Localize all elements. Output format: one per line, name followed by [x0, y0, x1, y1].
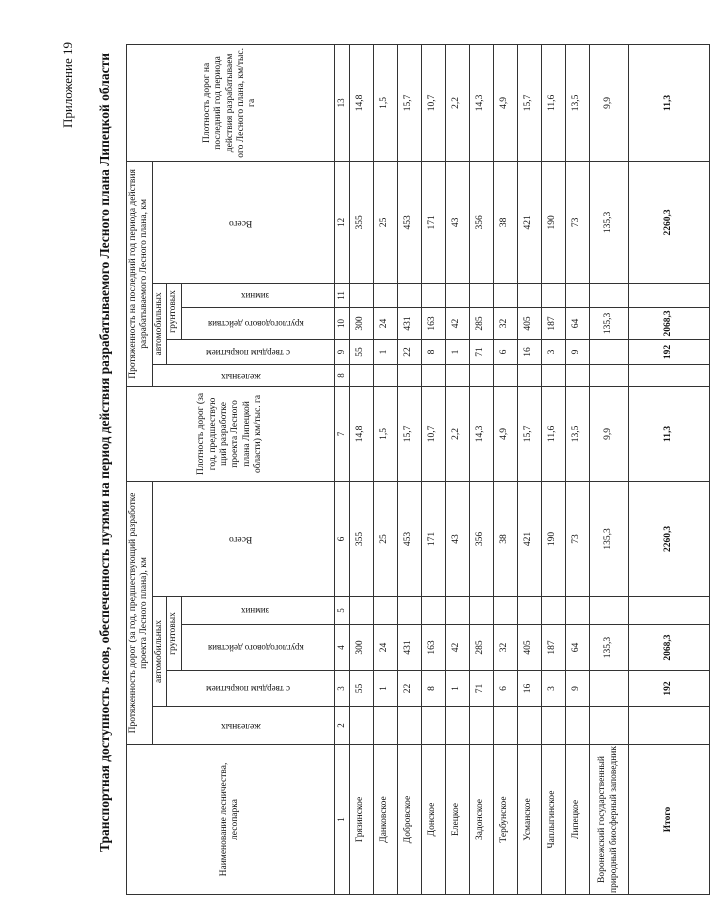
- col-num: 9: [334, 339, 349, 364]
- cell-allseason2: 32: [493, 307, 517, 339]
- cell-hard1: 16: [517, 671, 541, 707]
- total-cell-name: Итого: [628, 745, 709, 895]
- appendix-label: Приложение 19: [60, 42, 75, 129]
- header-winter1: зимних: [181, 597, 334, 625]
- cell-total2: 25: [373, 161, 397, 283]
- cell-total1: 356: [469, 481, 493, 596]
- cell-name: Воронежский государственный природный биосферный заповедник: [589, 745, 628, 895]
- header-allseason2: круглогодового действия: [181, 307, 334, 339]
- cell-allseason2: 285: [469, 307, 493, 339]
- cell-name: Елецкое: [445, 745, 469, 895]
- cell-name: Донское: [421, 745, 445, 895]
- total-cell-density1: 11,3: [628, 386, 709, 481]
- cell-name: Усманское: [517, 745, 541, 895]
- col-num: 2: [334, 707, 349, 745]
- table-row: [589, 44, 628, 894]
- header-hard2: с твердым покрытием: [167, 339, 334, 364]
- cell-total1: 135,3: [589, 481, 628, 596]
- header-hard1: с твердым покрытием: [167, 671, 334, 707]
- table-row: [541, 44, 565, 894]
- cell-rail1: [589, 707, 628, 745]
- cell-allseason2: 24: [373, 307, 397, 339]
- cell-winter1: [421, 597, 445, 625]
- cell-rail1: [445, 707, 469, 745]
- total-cell-hard2: 192: [628, 339, 709, 364]
- cell-rail2: [589, 364, 628, 386]
- cell-rail2: [469, 364, 493, 386]
- table-row: [565, 44, 589, 894]
- cell-allseason1: 300: [349, 625, 373, 671]
- cell-density1: 15,7: [517, 386, 541, 481]
- cell-total1: 190: [541, 481, 565, 596]
- table-row: [349, 44, 373, 894]
- cell-rail2: [565, 364, 589, 386]
- cell-allseason1: 163: [421, 625, 445, 671]
- cell-allseason1: 42: [445, 625, 469, 671]
- cell-name: Данковское: [373, 745, 397, 895]
- cell-allseason2: 405: [517, 307, 541, 339]
- cell-hard2: 22: [397, 339, 421, 364]
- cell-allseason1: 135,3: [589, 625, 628, 671]
- cell-allseason2: 187: [541, 307, 565, 339]
- cell-density2: 13,5: [565, 44, 589, 161]
- table-row: [469, 44, 493, 894]
- header-density2: Плотность дорог на последний год периода действия разрабатываем ого Лесного плана, км/тыс. га: [127, 44, 335, 161]
- cell-density2: 15,7: [517, 44, 541, 161]
- cell-allseason2: 42: [445, 307, 469, 339]
- cell-hard1: 3: [541, 671, 565, 707]
- cell-allseason1: 431: [397, 625, 421, 671]
- cell-hard2: 8: [421, 339, 445, 364]
- header-name: Наименование лесничества, лесопарка: [127, 745, 335, 895]
- cell-hard2: 55: [349, 339, 373, 364]
- header-auto1: автомобильных: [152, 597, 166, 707]
- cell-hard1: 9: [565, 671, 589, 707]
- cell-rail1: [517, 707, 541, 745]
- cell-name: Липецкое: [565, 745, 589, 895]
- header-period1: Протяженность дорог (за год, предшествующий разработке проекта Лесного плана), км: [127, 481, 153, 744]
- cell-rail2: [517, 364, 541, 386]
- cell-density2: 14,8: [349, 44, 373, 161]
- cell-rail2: [421, 364, 445, 386]
- cell-name: Добровское: [397, 745, 421, 895]
- cell-total2: 421: [517, 161, 541, 283]
- header-total2: Всего: [152, 161, 334, 283]
- cell-hard1: 8: [421, 671, 445, 707]
- cell-winter2: [493, 283, 517, 307]
- cell-allseason2: 431: [397, 307, 421, 339]
- cell-hard2: [589, 339, 628, 364]
- cell-allseason1: 32: [493, 625, 517, 671]
- cell-density1: 11,6: [541, 386, 565, 481]
- cell-rail1: [469, 707, 493, 745]
- cell-winter1: [445, 597, 469, 625]
- cell-name: Тербунское: [493, 745, 517, 895]
- table-body: [334, 44, 709, 894]
- cell-allseason1: 64: [565, 625, 589, 671]
- header-rail1: железных: [152, 707, 334, 745]
- cell-winter1: [565, 597, 589, 625]
- cell-total2: 356: [469, 161, 493, 283]
- cell-density1: 13,5: [565, 386, 589, 481]
- cell-winter1: [469, 597, 493, 625]
- total-cell-rail2: [628, 364, 709, 386]
- cell-density2: 11,6: [541, 44, 565, 161]
- cell-allseason2: 163: [421, 307, 445, 339]
- cell-density2: 1,5: [373, 44, 397, 161]
- cell-name: Грязинское: [349, 745, 373, 895]
- total-row: [628, 44, 709, 894]
- col-num: 1: [334, 745, 349, 895]
- cell-rail2: [373, 364, 397, 386]
- cell-total2: 38: [493, 161, 517, 283]
- roads-table: [126, 44, 710, 895]
- col-num: 8: [334, 364, 349, 386]
- col-num: 12: [334, 161, 349, 283]
- table-row: [373, 44, 397, 894]
- cell-winter1: [541, 597, 565, 625]
- cell-name: Задонское: [469, 745, 493, 895]
- cell-allseason2: 135,3: [589, 307, 628, 339]
- cell-rail1: [541, 707, 565, 745]
- cell-hard1: 6: [493, 671, 517, 707]
- cell-density1: 14,3: [469, 386, 493, 481]
- total-cell-allseason1: 2068,3: [628, 625, 709, 671]
- cell-allseason1: 405: [517, 625, 541, 671]
- cell-total2: 135,3: [589, 161, 628, 283]
- cell-winter1: [517, 597, 541, 625]
- cell-total2: 190: [541, 161, 565, 283]
- col-num: 13: [334, 44, 349, 161]
- table-row: [493, 44, 517, 894]
- cell-winter2: [421, 283, 445, 307]
- cell-density1: 2,2: [445, 386, 469, 481]
- col-num: 10: [334, 307, 349, 339]
- cell-total2: 43: [445, 161, 469, 283]
- cell-total2: 73: [565, 161, 589, 283]
- cell-rail2: [445, 364, 469, 386]
- cell-hard2: 71: [469, 339, 493, 364]
- cell-density1: 4,9: [493, 386, 517, 481]
- cell-density2: 14,3: [469, 44, 493, 161]
- total-cell-hard1: 192: [628, 671, 709, 707]
- header-auto2: автомобильных: [152, 283, 166, 364]
- cell-total1: 25: [373, 481, 397, 596]
- cell-hard2: 1: [373, 339, 397, 364]
- cell-allseason1: 285: [469, 625, 493, 671]
- cell-total1: 43: [445, 481, 469, 596]
- cell-density2: 9,9: [589, 44, 628, 161]
- table-row: [517, 44, 541, 894]
- cell-winter2: [541, 283, 565, 307]
- cell-density1: 14,8: [349, 386, 373, 481]
- cell-total1: 421: [517, 481, 541, 596]
- cell-density2: 4,9: [493, 44, 517, 161]
- cell-hard1: 55: [349, 671, 373, 707]
- cell-winter1: [349, 597, 373, 625]
- cell-hard1: 71: [469, 671, 493, 707]
- cell-winter2: [469, 283, 493, 307]
- cell-density2: 2,2: [445, 44, 469, 161]
- cell-winter1: [589, 597, 628, 625]
- cell-hard1: 1: [373, 671, 397, 707]
- cell-name: Чаплыгинское: [541, 745, 565, 895]
- cell-winter2: [397, 283, 421, 307]
- header-dirt1: грунтовых: [167, 597, 181, 671]
- cell-winter1: [373, 597, 397, 625]
- total-cell-density2: 11,3: [628, 44, 709, 161]
- cell-hard1: 1: [445, 671, 469, 707]
- cell-hard2: 6: [493, 339, 517, 364]
- cell-rail2: [541, 364, 565, 386]
- cell-total2: 355: [349, 161, 373, 283]
- header-rail2: железных: [152, 364, 334, 386]
- cell-rail2: [397, 364, 421, 386]
- header-period2: Протяженность на последний год периода действия разрабатываемого Лесного плана, км: [127, 161, 153, 386]
- header-winter2: зимних: [181, 283, 334, 307]
- column-number-row: [334, 44, 349, 894]
- total-cell-total2: 2260,3: [628, 161, 709, 283]
- header-density1: Плотность дорог (за год, предшествую щий разработке проекта Лесного плана Липецкой области) км/тыс. га: [127, 386, 335, 481]
- cell-total1: 38: [493, 481, 517, 596]
- header-total1: Всего: [152, 481, 334, 596]
- col-num: 4: [334, 625, 349, 671]
- document-title: Транспортная доступность лесов, обеспеченность путями на период действия разрабатываемого Лесного плана Липецкой области: [97, 52, 112, 853]
- cell-total1: 73: [565, 481, 589, 596]
- cell-rail1: [421, 707, 445, 745]
- col-num: 6: [334, 481, 349, 596]
- cell-rail2: [349, 364, 373, 386]
- col-num: 11: [334, 283, 349, 307]
- cell-hard2: 9: [565, 339, 589, 364]
- cell-hard1: [589, 671, 628, 707]
- cell-density1: 10,7: [421, 386, 445, 481]
- cell-allseason1: 24: [373, 625, 397, 671]
- cell-density1: 15,7: [397, 386, 421, 481]
- cell-total1: 453: [397, 481, 421, 596]
- table-row: [397, 44, 421, 894]
- cell-rail1: [349, 707, 373, 745]
- cell-winter2: [373, 283, 397, 307]
- cell-winter2: [589, 283, 628, 307]
- total-cell-allseason2: 2068,3: [628, 307, 709, 339]
- cell-density1: 1,5: [373, 386, 397, 481]
- col-num: 3: [334, 671, 349, 707]
- cell-density2: 15,7: [397, 44, 421, 161]
- cell-rail1: [373, 707, 397, 745]
- cell-winter2: [565, 283, 589, 307]
- cell-allseason2: 300: [349, 307, 373, 339]
- cell-winter1: [493, 597, 517, 625]
- col-num: 5: [334, 597, 349, 625]
- header-allseason1: круглогодового действия: [181, 625, 334, 671]
- table-row: [445, 44, 469, 894]
- total-cell-winter1: [628, 597, 709, 625]
- cell-rail1: [565, 707, 589, 745]
- cell-winter2: [349, 283, 373, 307]
- cell-hard1: 22: [397, 671, 421, 707]
- total-cell-winter2: [628, 283, 709, 307]
- cell-total2: 453: [397, 161, 421, 283]
- cell-winter2: [517, 283, 541, 307]
- cell-hard2: 1: [445, 339, 469, 364]
- cell-total2: 171: [421, 161, 445, 283]
- cell-density1: 9,9: [589, 386, 628, 481]
- table-row: [421, 44, 445, 894]
- cell-winter1: [397, 597, 421, 625]
- cell-allseason1: 187: [541, 625, 565, 671]
- total-cell-total1: 2260,3: [628, 481, 709, 596]
- col-num: 7: [334, 386, 349, 481]
- cell-rail1: [493, 707, 517, 745]
- cell-allseason2: 64: [565, 307, 589, 339]
- cell-winter2: [445, 283, 469, 307]
- cell-hard2: 16: [517, 339, 541, 364]
- cell-hard2: 3: [541, 339, 565, 364]
- cell-rail1: [397, 707, 421, 745]
- total-cell-rail1: [628, 707, 709, 745]
- cell-total1: 171: [421, 481, 445, 596]
- cell-density2: 10,7: [421, 44, 445, 161]
- cell-total1: 355: [349, 481, 373, 596]
- header-dirt2: грунтовых: [167, 283, 181, 339]
- cell-rail2: [493, 364, 517, 386]
